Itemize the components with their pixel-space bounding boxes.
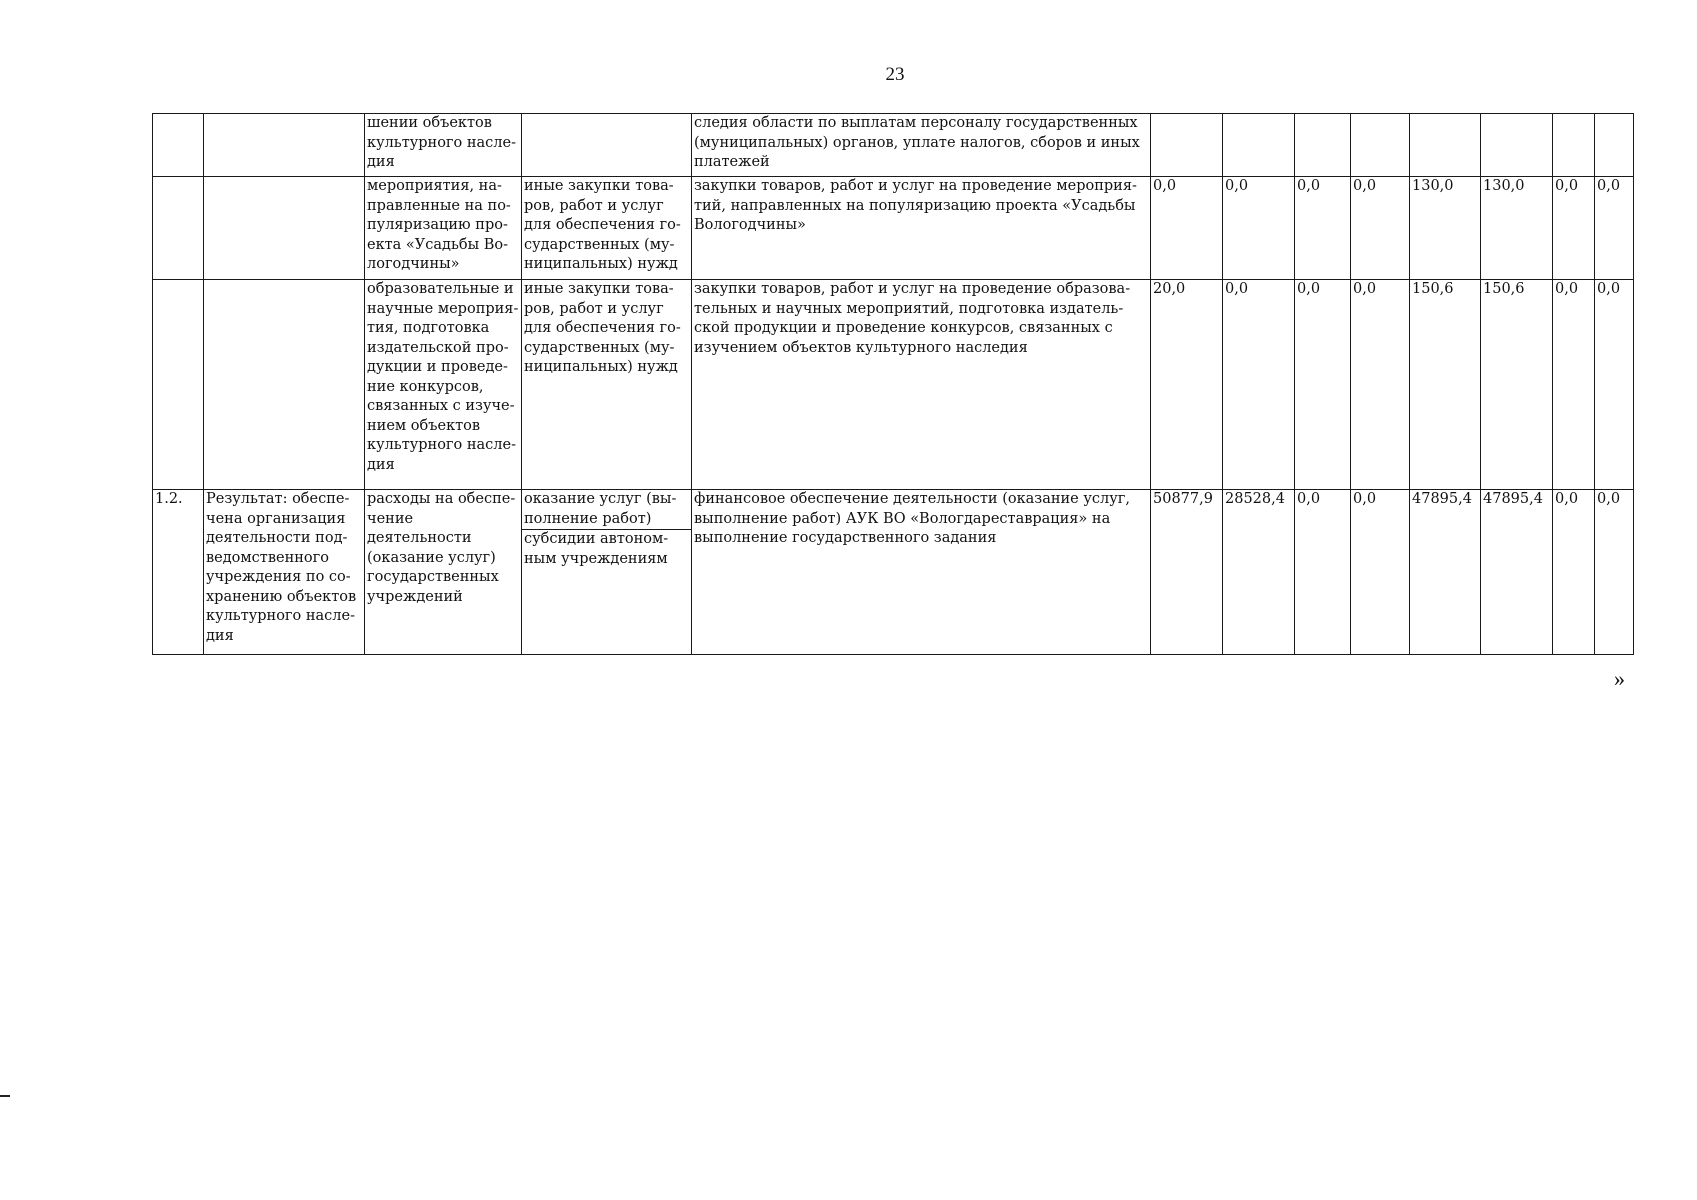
result-cell <box>204 177 365 280</box>
value-cell: 28528,4 <box>1223 490 1295 655</box>
value-cell: 0,0 <box>1295 280 1351 490</box>
table-row <box>153 280 1634 490</box>
row-number-cell: 1.2. <box>153 490 204 655</box>
result-cell <box>204 280 365 490</box>
value-cell: 0,0 <box>1295 177 1351 280</box>
value-cell <box>1410 114 1481 177</box>
table-row <box>153 490 1634 655</box>
value-cell <box>1295 114 1351 177</box>
value-cell <box>1351 114 1410 177</box>
value-cell: 130,0 <box>1410 177 1481 280</box>
row-number-cell <box>153 280 204 490</box>
value-cell: 130,0 <box>1481 177 1553 280</box>
value-cell: 0,0 <box>1553 490 1595 655</box>
closing-quote-mark: » <box>1614 666 1625 691</box>
page-number: 23 <box>885 64 905 85</box>
event-cell: образовательные и научные мероприя-тия, подготовка издательской про-дукции и проведе-ние конкурсов, связанных с изуче-нием объектов культурного насле-дия <box>365 280 522 490</box>
value-cell: 150,6 <box>1410 280 1481 490</box>
expense-type-cell <box>522 114 692 177</box>
margin-dash <box>0 1095 10 1097</box>
value-cell: 0,0 <box>1351 177 1410 280</box>
value-cell: 47895,4 <box>1410 490 1481 655</box>
value-cell: 0,0 <box>1553 280 1595 490</box>
value-cell <box>1481 114 1553 177</box>
result-cell: Результат: обеспе-чена организация деятельности под-ведомственного учреждения по со-хранению объектов культурного насле-дия <box>204 490 365 655</box>
table-row <box>153 177 1634 280</box>
description-cell: закупки товаров, работ и услуг на проведение образова-тельных и научных мероприятий, подготовка издатель-ской продукции и проведение конкурсов, связанных с изучением объектов культурного наследия <box>692 280 1151 490</box>
description-cell: финансовое обеспечение деятельности (оказание услуг, выполнение работ) АУК ВО «Вологдареставрация» на выполнение государственного задания <box>692 490 1151 655</box>
value-cell: 0,0 <box>1553 177 1595 280</box>
expense-type-cell: иные закупки това-ров, работ и услуг для обеспечения го-сударственных (му-ниципальных) нужд <box>522 280 692 490</box>
value-cell: 150,6 <box>1481 280 1553 490</box>
value-cell: 0,0 <box>1295 490 1351 655</box>
expense-type-cell <box>522 490 692 655</box>
budget-table <box>152 113 1634 655</box>
description-cell: следия области по выплатам персоналу государственных (муниципальных) органов, уплате налогов, сборов и иных платежей <box>692 114 1151 177</box>
result-cell <box>204 114 365 177</box>
value-cell: 0,0 <box>1223 177 1295 280</box>
value-cell <box>1595 114 1634 177</box>
value-cell: 20,0 <box>1151 280 1223 490</box>
value-cell: 0,0 <box>1351 490 1410 655</box>
value-cell: 0,0 <box>1151 177 1223 280</box>
event-cell: мероприятия, на-правленные на по-пуляризацию про-екта «Усадьбы Во-логодчины» <box>365 177 522 280</box>
table-row <box>153 114 1634 177</box>
value-cell: 0,0 <box>1595 280 1634 490</box>
value-cell: 0,0 <box>1223 280 1295 490</box>
value-cell: 0,0 <box>1595 177 1634 280</box>
description-cell: закупки товаров, работ и услуг на проведение мероприя-тий, направленных на популяризацию проекта «Усадьбы Вологодчины» <box>692 177 1151 280</box>
value-cell: 47895,4 <box>1481 490 1553 655</box>
expense-type-secondary: субсидии автоном-ным учреждениям <box>524 531 669 567</box>
value-cell <box>1223 114 1295 177</box>
expense-type-cell: иные закупки това-ров, работ и услуг для обеспечения го-сударственных (му-ниципальных) нужд <box>522 177 692 280</box>
event-cell: расходы на обеспе-чение деятельности (оказание услуг) государственных учреждений <box>365 490 522 655</box>
value-cell <box>1553 114 1595 177</box>
value-cell: 0,0 <box>1351 280 1410 490</box>
value-cell <box>1151 114 1223 177</box>
expense-type-primary: оказание услуг (вы-полнение работ) <box>522 490 691 530</box>
value-cell: 50877,9 <box>1151 490 1223 655</box>
row-number-cell <box>153 177 204 280</box>
value-cell: 0,0 <box>1595 490 1634 655</box>
row-number-cell <box>153 114 204 177</box>
event-cell: шении объектов культурного насле-дия <box>365 114 522 177</box>
